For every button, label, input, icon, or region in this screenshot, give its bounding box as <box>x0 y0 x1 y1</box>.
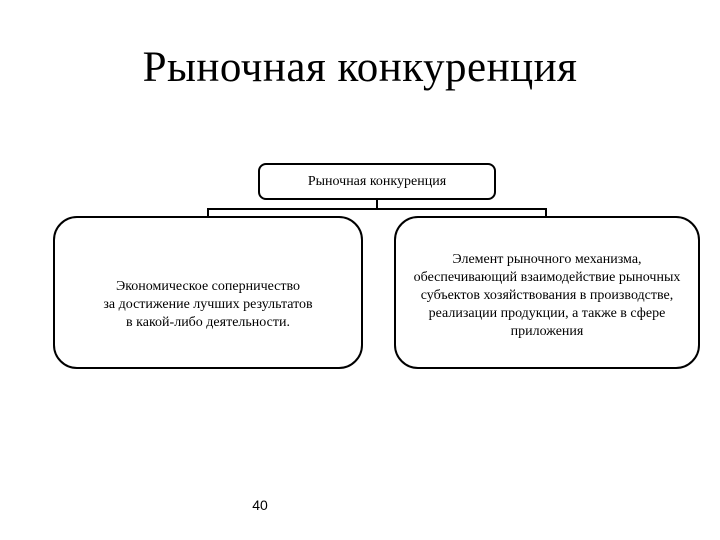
slide-title: Рыночная конкуренция <box>142 44 578 91</box>
page-number: 40 <box>252 497 268 513</box>
definition-box-left <box>53 216 363 369</box>
root-concept-box <box>258 163 496 200</box>
definition-box-right <box>394 216 700 369</box>
definition-left-text: Экономическое соперничество за достижение лучших результатов в какой-либо деятельности. <box>103 278 313 330</box>
definition-right-text: Элемент рыночного механизма, обеспечивающий взаимодействие рыночных субъектов хозяйствования в производстве, реализации продукции, а также в сфере приложения <box>413 251 681 339</box>
root-concept-label: Рыночная конкуренция <box>307 173 447 189</box>
